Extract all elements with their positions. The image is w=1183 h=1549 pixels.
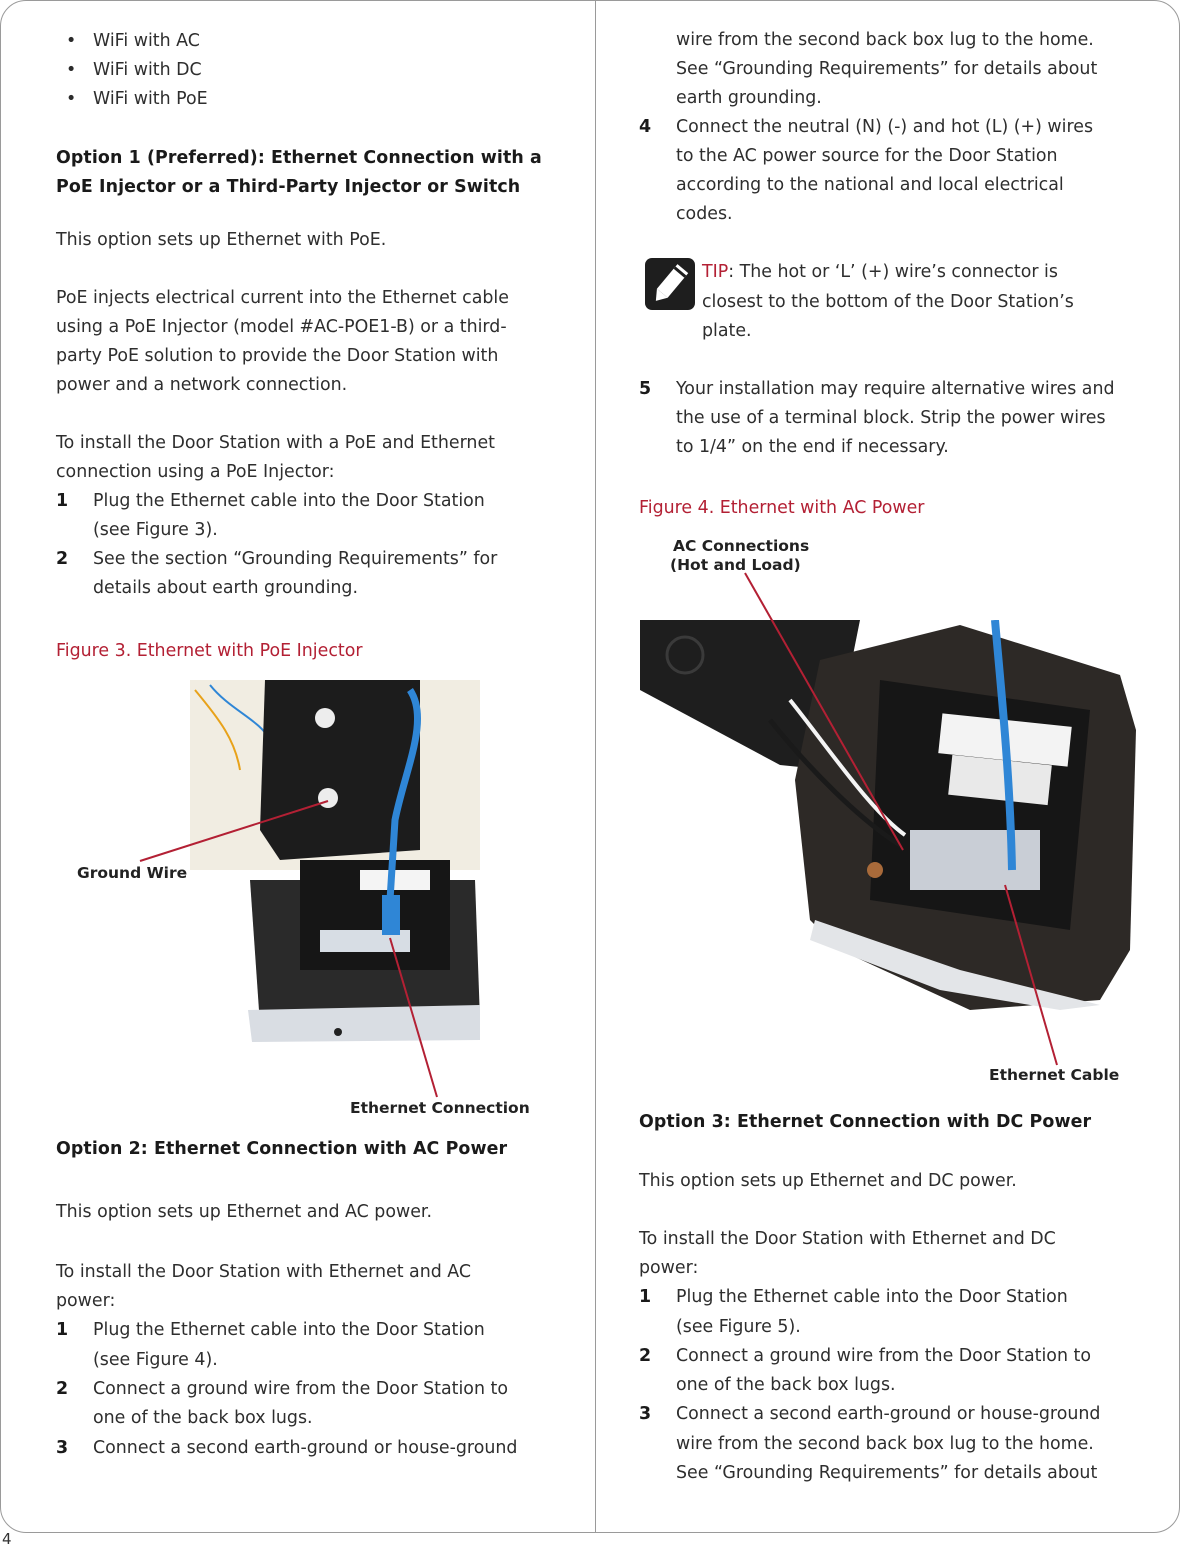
step-text: Your installation may require alternative wires and [676, 379, 1115, 399]
step-number: 5 [639, 379, 652, 399]
step-number: 1 [56, 1320, 69, 1340]
step-text: Connect a ground wire from the Door Station to [676, 1346, 1091, 1366]
step-text: See “Grounding Requirements” for details about [676, 59, 1098, 79]
bullet-item: WiFi with PoE [93, 89, 208, 109]
figure4-caption: Figure 4. Ethernet with AC Power [639, 498, 925, 518]
paragraph: connection using a PoE Injector: [56, 462, 335, 482]
step-text: earth grounding. [676, 88, 822, 108]
paragraph: PoE injects electrical current into the Ethernet cable [56, 288, 509, 308]
option1-heading: PoE Injector or a Third-Party Injector or Switch [56, 177, 521, 197]
ethernet-cable-pointer [1005, 885, 1057, 1065]
paragraph: To install the Door Station with a PoE and Ethernet [56, 433, 495, 453]
page-number: 4 [2, 1530, 12, 1548]
step-text: Connect a second earth-ground or house-ground [93, 1438, 518, 1458]
paragraph: To install the Door Station with Ethernet and DC [639, 1229, 1056, 1249]
option1-heading: Option 1 (Preferred): Ethernet Connection with a [56, 148, 542, 168]
step-text: Plug the Ethernet cable into the Door Station [676, 1287, 1068, 1307]
bullet-item: WiFi with DC [93, 60, 202, 80]
figure3-caption: Figure 3. Ethernet with PoE Injector [56, 641, 363, 661]
step-text: Connect a ground wire from the Door Station to [93, 1379, 508, 1399]
ac-connections-pointer [745, 573, 903, 850]
step-text: Connect the neutral (N) (-) and hot (L) (+) wires [676, 117, 1094, 137]
step-text: Connect a second earth-ground or house-ground [676, 1404, 1101, 1424]
ethernet-cable-label: Ethernet Cable [989, 1066, 1120, 1084]
step-text: details about earth grounding. [93, 578, 358, 598]
option3-heading: Option 3: Ethernet Connection with DC Power [639, 1112, 1092, 1132]
step-text: See the section “Grounding Requirements” for [93, 549, 498, 569]
paragraph: This option sets up Ethernet and DC power. [639, 1171, 1017, 1191]
step-text: wire from the second back box lug to the home. [676, 1434, 1094, 1454]
step-number: 1 [56, 491, 69, 511]
step-text: See “Grounding Requirements” for details about [676, 1463, 1098, 1483]
paragraph: power: [56, 1291, 116, 1311]
paragraph: power and a network connection. [56, 375, 348, 395]
step-number: 3 [639, 1404, 652, 1424]
ground-wire-label: Ground Wire [77, 864, 188, 882]
step-text: to the AC power source for the Door Station [676, 146, 1058, 166]
paragraph: This option sets up Ethernet and AC power. [56, 1202, 432, 1222]
tip-text: plate. [702, 321, 752, 341]
step-text: wire from the second back box lug to the home. [676, 30, 1094, 50]
bullet-dot: • [66, 60, 77, 80]
step-text: one of the back box lugs. [93, 1408, 313, 1428]
step-text: (see Figure 4). [93, 1350, 218, 1370]
paragraph: party PoE solution to provide the Door Station with [56, 346, 499, 366]
step-number: 2 [56, 549, 69, 569]
step-text: the use of a terminal block. Strip the power wires [676, 408, 1106, 428]
ac-connections-sublabel: (Hot and Load) [670, 556, 801, 574]
ethernet-connection-label: Ethernet Connection [350, 1099, 530, 1117]
bullet-item: WiFi with AC [93, 31, 200, 51]
step-number: 1 [639, 1287, 652, 1307]
ac-connections-label: AC Connections [673, 537, 810, 555]
step-text: Plug the Ethernet cable into the Door Station [93, 1320, 485, 1340]
paragraph: power: [639, 1258, 699, 1278]
step-text: codes. [676, 204, 733, 224]
step-text: one of the back box lugs. [676, 1375, 896, 1395]
step-text: Plug the Ethernet cable into the Door Station [93, 491, 485, 511]
step-text: according to the national and local electrical [676, 175, 1064, 195]
paragraph: This option sets up Ethernet with PoE. [56, 230, 387, 250]
tip-text: closest to the bottom of the Door Station’s [702, 292, 1074, 312]
step-number: 2 [56, 1379, 69, 1399]
step-text: to 1/4” on the end if necessary. [676, 437, 949, 457]
tip-text-l1: : The hot or ‘L’ (+) wire’s connector is [728, 262, 1058, 282]
step-text: (see Figure 3). [93, 520, 218, 540]
tip-label: TIP [702, 262, 729, 282]
option2-heading: Option 2: Ethernet Connection with AC Power [56, 1139, 508, 1159]
paragraph: To install the Door Station with Ethernet and AC [56, 1262, 472, 1282]
bullet-dot: • [66, 31, 77, 51]
step-number: 4 [639, 117, 652, 137]
paragraph: using a PoE Injector (model #AC-POE1-B) or a third- [56, 317, 507, 337]
step-text: (see Figure 5). [676, 1317, 801, 1337]
step-number: 3 [56, 1438, 69, 1458]
bullet-dot: • [66, 89, 77, 109]
step-number: 2 [639, 1346, 652, 1366]
